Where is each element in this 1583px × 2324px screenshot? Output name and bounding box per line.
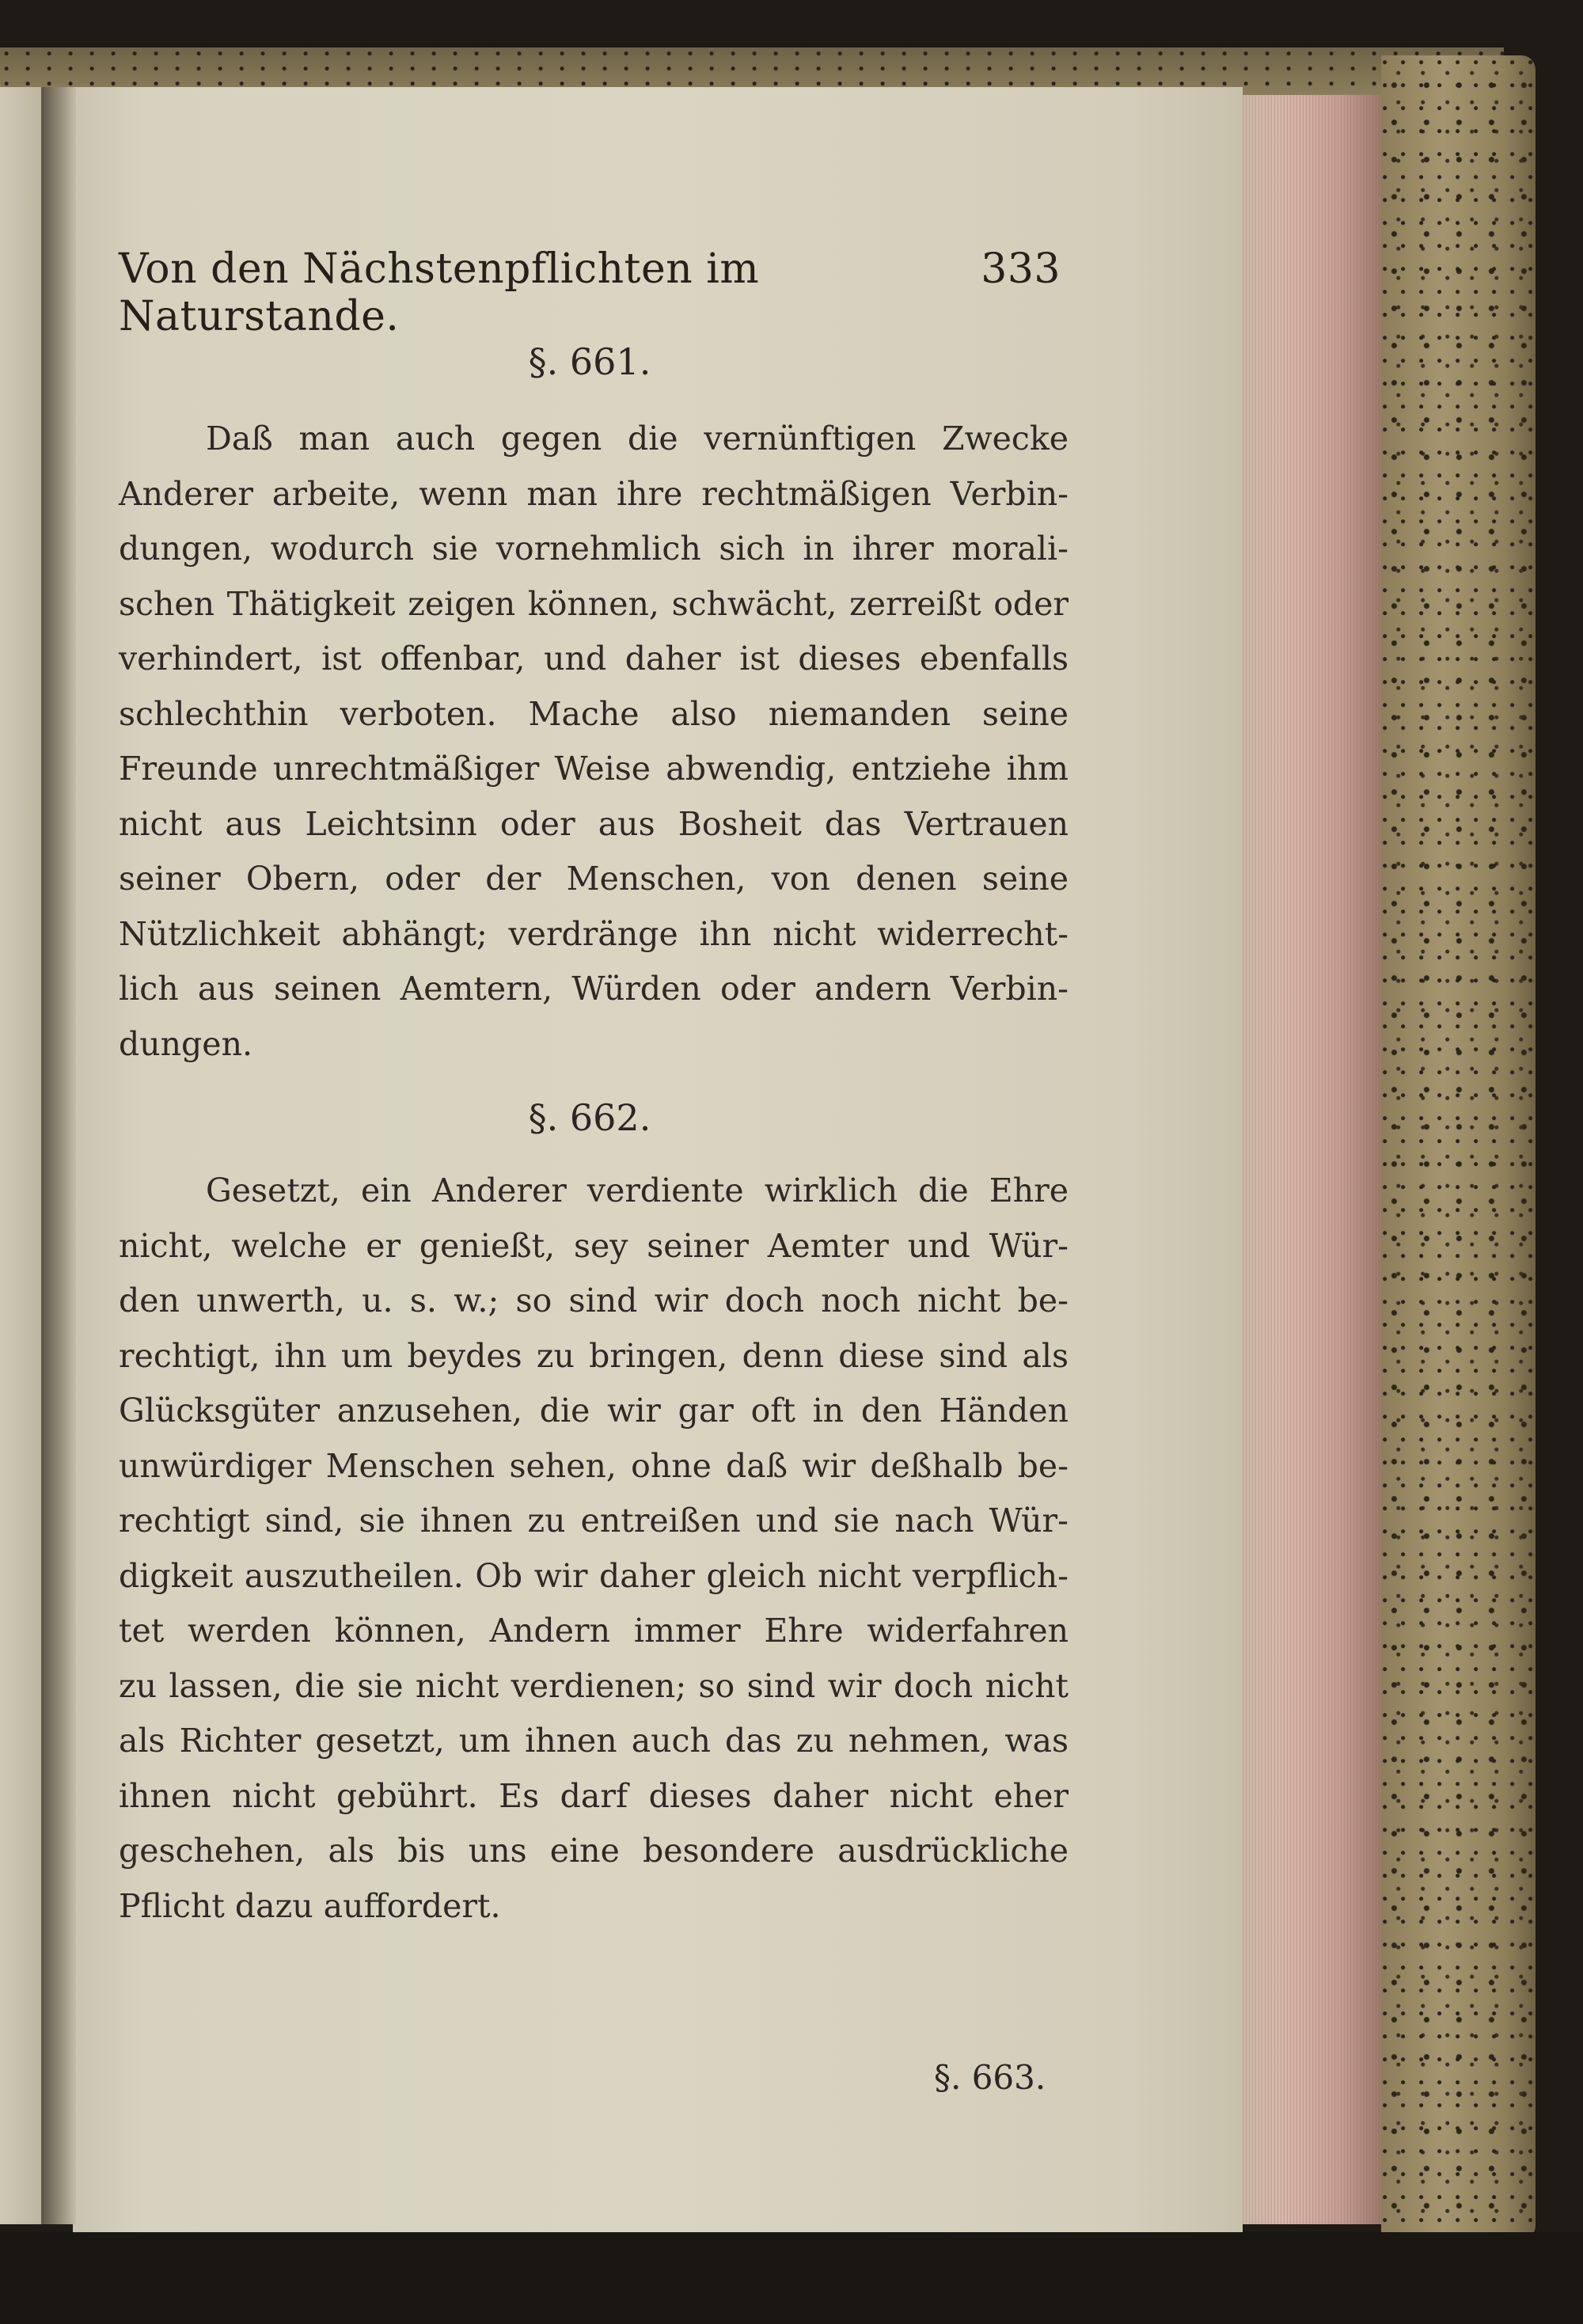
- paragraph-661: [119, 412, 1069, 1072]
- text-line: nicht, welche er genießt, sey seiner Aemter und Wür-: [119, 1226, 1069, 1265]
- text-line: rechtigt, ihn um beydes zu bringen, denn diese sind als: [119, 1336, 1069, 1375]
- text-line: unwürdiger Menschen sehen, ohne daß wir deßhalb be-: [119, 1446, 1069, 1485]
- text-line: Daß man auch gegen die vernünftigen Zwecke: [206, 420, 1069, 458]
- text-line: geschehen, als bis uns eine besondere ausdrückliche: [119, 1832, 1069, 1870]
- section-heading-661: §. 661.: [528, 340, 651, 383]
- text-line: Anderer arbeite, wenn man ihre rechtmäßigen Verbin-: [119, 474, 1069, 513]
- text-line: Nützlichkeit abhängt; verdränge ihn nicht widerrecht-: [119, 914, 1069, 953]
- text-line: ihnen nicht gebührt. Es darf dieses daher nicht eher: [119, 1776, 1069, 1815]
- page-number: 333: [981, 245, 1061, 293]
- section-heading-662: §. 662.: [528, 1096, 651, 1139]
- text-line: zu lassen, die sie nicht verdienen; so sind wir doch nicht: [119, 1666, 1069, 1705]
- text-line: tet werden können, Andern immer Ehre widerfahren: [119, 1612, 1069, 1650]
- text-line: nicht aus Leichtsinn oder aus Bosheit das Vertrauen: [119, 804, 1069, 843]
- text-line: Gesetzt, ein Anderer verdiente wirklich die Ehre: [206, 1171, 1069, 1209]
- text-line: Pflicht dazu auffordert.: [119, 1886, 501, 1925]
- running-head-title: Von den Nächstenpflichten im Naturstande.: [119, 245, 760, 340]
- text-line: schlechthin verboten. Mache also niemanden seine: [119, 694, 1069, 733]
- paragraph-662: [119, 1164, 1069, 1934]
- text-line: Freunde unrechtmäßiger Weise abwendig, entziehe ihm: [119, 750, 1069, 788]
- running-head: [119, 245, 1061, 340]
- text-line: seiner Obern, oder der Menschen, von denen seine: [119, 860, 1069, 898]
- text-line: lich aus seinen Aemtern, Würden oder andern Verbin-: [119, 970, 1069, 1008]
- text-line: dungen, wodurch sie vornehmlich sich in ihrer morali-: [119, 530, 1069, 568]
- page-gutter: [41, 87, 76, 2224]
- previous-page-edge: [0, 87, 41, 2224]
- text-line: als Richter gesetzt, um ihnen auch das zu nehmen, was: [119, 1722, 1069, 1760]
- text-line: dungen.: [119, 1024, 253, 1063]
- catchword: §. 663.: [934, 2058, 1046, 2097]
- text-line: schen Thätigkeit zeigen können, schwächt, zerreißt oder: [119, 584, 1069, 623]
- book-cover-board: [1381, 55, 1536, 2240]
- stacked-page-edges: [1243, 95, 1381, 2224]
- text-line: den unwerth, u. s. w.; so sind wir doch noch nicht be-: [119, 1282, 1069, 1320]
- bottom-shadow: [0, 2232, 1583, 2324]
- text-line: Glücksgüter anzusehen, die wir gar oft in den Händen: [119, 1392, 1069, 1430]
- text-line: digkeit auszutheilen. Ob wir daher gleich nicht verpflich-: [119, 1556, 1069, 1595]
- text-line: rechtigt sind, sie ihnen zu entreißen und sie nach Wür-: [119, 1502, 1069, 1540]
- text-line: verhindert, ist offenbar, und daher ist dieses ebenfalls: [119, 640, 1069, 678]
